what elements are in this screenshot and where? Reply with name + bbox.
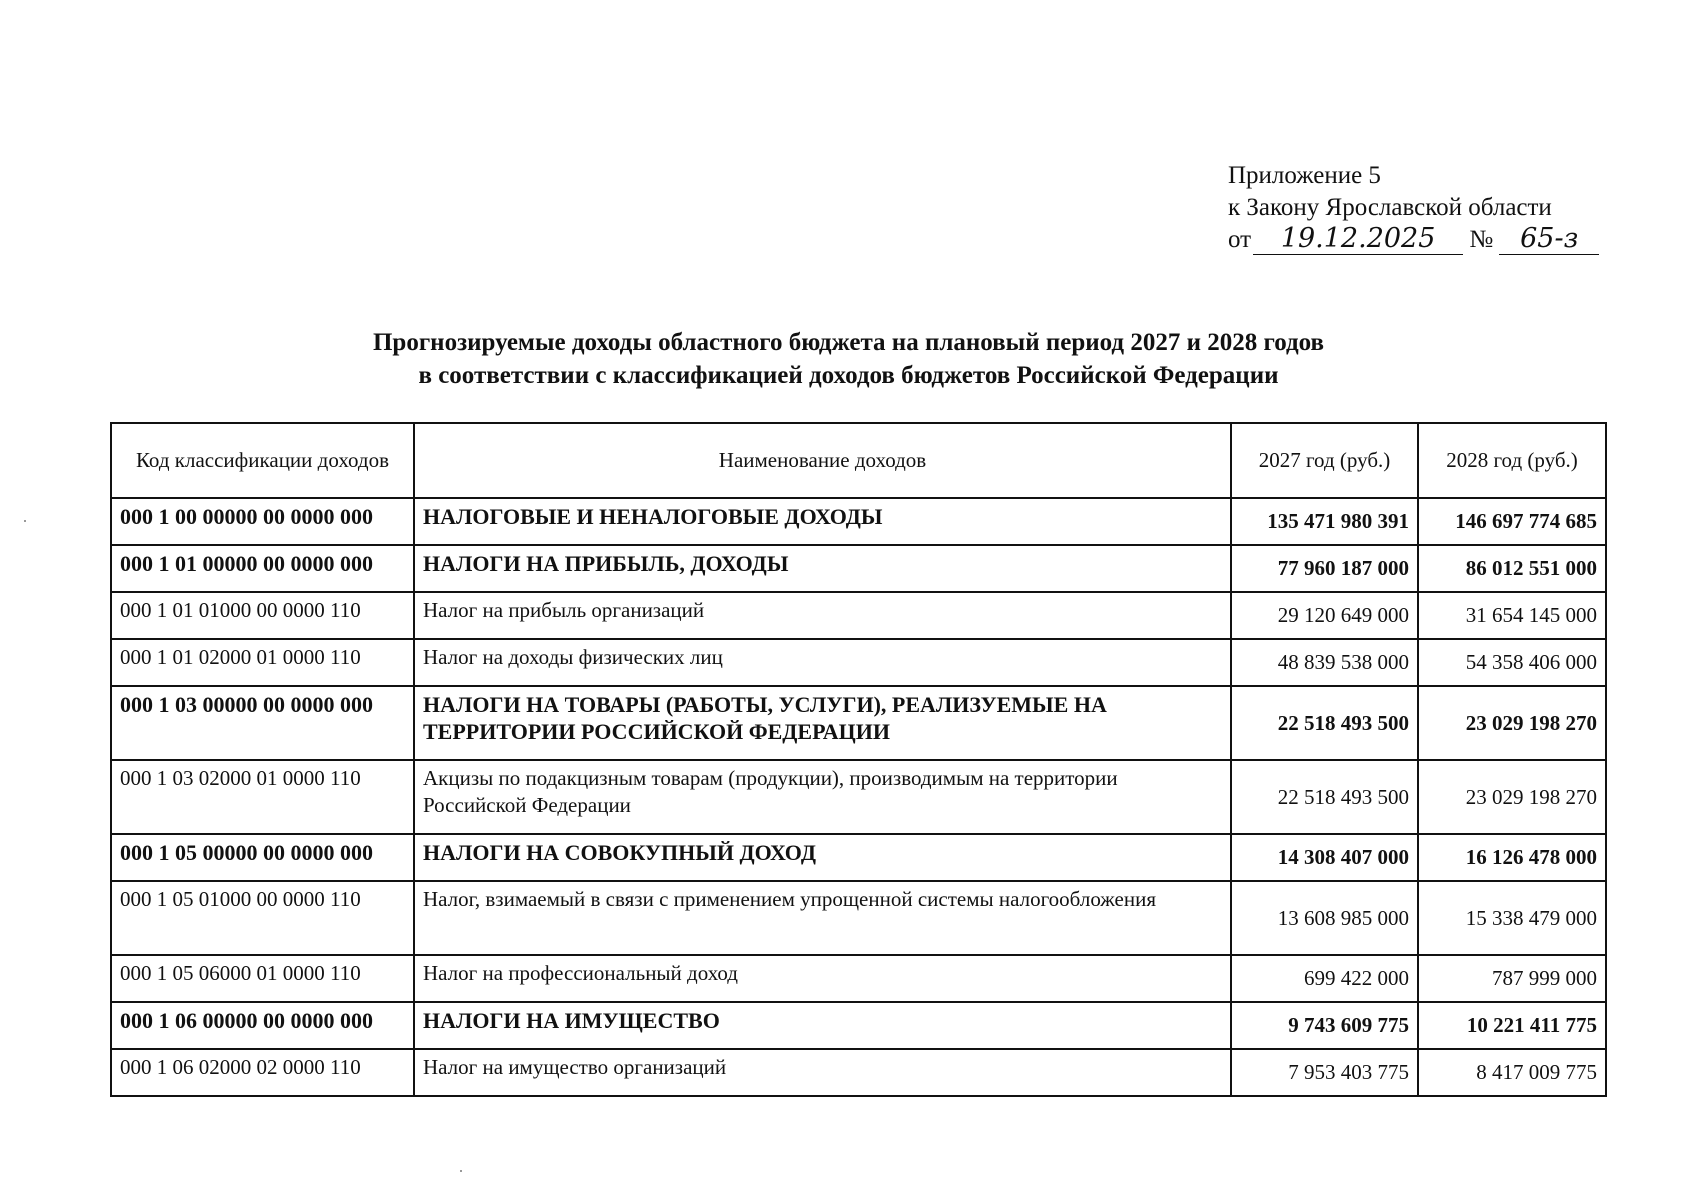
- from-label: от: [1228, 226, 1252, 253]
- table-row: [111, 834, 1606, 881]
- row-code: 000 1 01 02000 01 0000 110: [111, 639, 414, 686]
- row-value-2027: 22 518 493 500: [1231, 686, 1418, 760]
- row-code: 000 1 05 00000 00 0000 000: [111, 834, 414, 881]
- row-value-2027: 9 743 609 775: [1231, 1002, 1418, 1049]
- row-value-2027: 22 518 493 500: [1231, 760, 1418, 834]
- table-row: [111, 639, 1606, 686]
- row-value-2027: 48 839 538 000: [1231, 639, 1418, 686]
- row-code: 000 1 06 00000 00 0000 000: [111, 1002, 414, 1049]
- row-code: 000 1 00 00000 00 0000 000: [111, 498, 414, 545]
- table-row: [111, 955, 1606, 1002]
- row-value-2028: 8 417 009 775: [1418, 1049, 1606, 1096]
- appendix-line-1: Приложение 5: [1228, 162, 1381, 189]
- header-code: Код классификации доходов: [111, 423, 414, 498]
- row-name: Акцизы по подакцизным товарам (продукции), производимым на территории Российской Федерации: [414, 760, 1231, 834]
- row-value-2028: 23 029 198 270: [1418, 760, 1606, 834]
- row-name: Налог, взимаемый в связи с применением упрощенной системы налогообложения: [414, 881, 1231, 955]
- number-label: №: [1469, 226, 1494, 253]
- row-name: Налог на профессиональный доход: [414, 955, 1231, 1002]
- table-header-row: [111, 423, 1606, 498]
- row-value-2028: 31 654 145 000: [1418, 592, 1606, 639]
- table-row: [111, 881, 1606, 955]
- row-value-2028: 787 999 000: [1418, 955, 1606, 1002]
- row-value-2028: 16 126 478 000: [1418, 834, 1606, 881]
- table-row: [111, 545, 1606, 592]
- revenue-table: [110, 422, 1607, 1097]
- document-title: [0, 326, 1697, 392]
- row-code: 000 1 06 02000 02 0000 110: [111, 1049, 414, 1096]
- row-code: 000 1 01 00000 00 0000 000: [111, 545, 414, 592]
- appendix-block: [1228, 160, 1599, 256]
- table-row: [111, 1002, 1606, 1049]
- header-2028: 2028 год (руб.): [1418, 423, 1606, 498]
- appendix-line-2: к Закону Ярославской области: [1228, 194, 1552, 221]
- row-name: НАЛОГИ НА ПРИБЫЛЬ, ДОХОДЫ: [414, 545, 1231, 592]
- row-name: НАЛОГИ НА ТОВАРЫ (РАБОТЫ, УСЛУГИ), РЕАЛИЗУЕМЫЕ НА ТЕРРИТОРИИ РОССИЙСКОЙ ФЕДЕРАЦИИ: [414, 686, 1231, 760]
- row-value-2027: 13 608 985 000: [1231, 881, 1418, 955]
- scan-speck: [460, 1170, 462, 1172]
- row-value-2027: 29 120 649 000: [1231, 592, 1418, 639]
- row-value-2027: 77 960 187 000: [1231, 545, 1418, 592]
- row-value-2027: 7 953 403 775: [1231, 1049, 1418, 1096]
- row-value-2028: 54 358 406 000: [1418, 639, 1606, 686]
- row-value-2028: 146 697 774 685: [1418, 498, 1606, 545]
- row-value-2027: 14 308 407 000: [1231, 834, 1418, 881]
- row-value-2028: 15 338 479 000: [1418, 881, 1606, 955]
- table-row: [111, 760, 1606, 834]
- row-name: Налог на доходы физических лиц: [414, 639, 1231, 686]
- row-name: НАЛОГИ НА СОВОКУПНЫЙ ДОХОД: [414, 834, 1231, 881]
- row-value-2027: 699 422 000: [1231, 955, 1418, 1002]
- handwritten-date: 19.12.2025: [1253, 224, 1463, 255]
- row-code: 000 1 03 02000 01 0000 110: [111, 760, 414, 834]
- row-value-2028: 10 221 411 775: [1418, 1002, 1606, 1049]
- header-2027: 2027 год (руб.): [1231, 423, 1418, 498]
- row-value-2028: 86 012 551 000: [1418, 545, 1606, 592]
- appendix-line-3: [1228, 224, 1599, 256]
- table-row: [111, 592, 1606, 639]
- row-code: 000 1 01 01000 00 0000 110: [111, 592, 414, 639]
- handwritten-number: 65-з: [1499, 224, 1599, 255]
- header-name: Наименование доходов: [414, 423, 1231, 498]
- row-name: НАЛОГИ НА ИМУЩЕСТВО: [414, 1002, 1231, 1049]
- title-line-1: Прогнозируемые доходы областного бюджета на плановый период 2027 и 2028 годов: [372, 329, 1325, 356]
- row-name: Налог на прибыль организаций: [414, 592, 1231, 639]
- table-row: [111, 498, 1606, 545]
- row-value-2028: 23 029 198 270: [1418, 686, 1606, 760]
- row-code: 000 1 03 00000 00 0000 000: [111, 686, 414, 760]
- row-value-2027: 135 471 980 391: [1231, 498, 1418, 545]
- table-row: [111, 1049, 1606, 1096]
- title-line-2: в соответствии с классификацией доходов бюджетов Российской Федерации: [418, 362, 1279, 389]
- row-name: НАЛОГОВЫЕ И НЕНАЛОГОВЫЕ ДОХОДЫ: [414, 498, 1231, 545]
- row-code: 000 1 05 06000 01 0000 110: [111, 955, 414, 1002]
- table-row: [111, 686, 1606, 760]
- row-name: Налог на имущество организаций: [414, 1049, 1231, 1096]
- scan-speck: [24, 520, 26, 522]
- row-code: 000 1 05 01000 00 0000 110: [111, 881, 414, 955]
